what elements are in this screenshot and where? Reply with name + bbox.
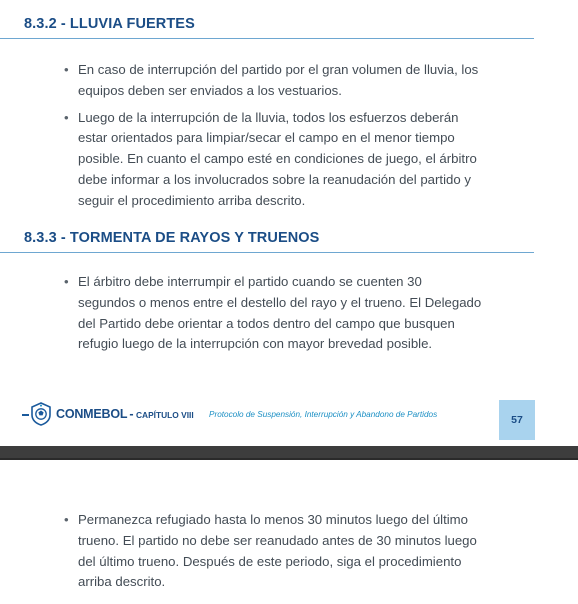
conmebol-shield-icon [30,402,52,426]
section-title-heavy-rain: 8.3.2 - LLUVIA FUERTES [24,16,195,32]
bullet-icon: • [64,512,69,527]
page-separator [0,446,578,460]
list-item [62,108,542,212]
bullet-line: segundos o menos entre el destello del rayo y el trueno. El Delegado [78,294,482,310]
bullet-line: arriba descrito. [78,574,166,590]
bullet-line: refugio luego de la interrupción con mayor brevedad posible. [78,336,433,352]
bullet-line: trueno. El partido no debe ser reanudado antes de 30 minutos luego [78,532,477,548]
list-item [62,510,542,593]
page-number: 57 [511,414,523,426]
bullet-line: del último trueno. Después de este periodo, siga el procedimiento [78,553,462,569]
conmebol-logo [18,402,138,428]
list-item [62,60,542,102]
bullet-line: debe informar a los involucrados sobre la reanudación del partido y [78,171,471,187]
page-footer [0,396,578,440]
section-title-lightning-storm: 8.3.3 - TORMENTA DE RAYOS Y TRUENOS [24,230,320,246]
bullet-list-heavy-rain [62,60,542,218]
bullet-line: Luego de la interrupción de la lluvia, todos los esfuerzos deberán [78,109,459,125]
logo-dash [22,414,29,416]
bullet-icon: • [64,274,69,289]
bullet-line: estar orientados para limpiar/secar el campo en el menor tiempo [78,130,455,146]
section-rule [0,252,534,253]
bullet-list-continued [62,510,542,599]
bullet-line: seguir el procedimiento arriba descrito. [78,192,306,208]
bullet-line: del Partido debe orientar a todos dentro del campo que busquen [78,315,455,331]
bullet-list-lightning-storm [62,272,542,361]
bullet-line: Permanezca refugiado hasta lo menos 30 minutos luego del último [78,512,468,527]
document-page-next [0,460,578,604]
bullet-line: posible. En cuanto el campo esté en condiciones de juego, el árbitro [78,151,477,167]
bullet-icon: • [64,62,69,77]
bullet-line: En caso de interrupción del partido por el gran volumen de lluvia, los [78,62,479,77]
bullet-line: equipos deben ser enviados a los vestuarios. [78,82,342,98]
page-number-box [499,400,535,440]
section-rule [0,38,534,39]
chapter-label: CAPÍTULO VIII [136,410,194,420]
protocol-title: Protocolo de Suspensión, Interrupción y Abandono de Partidos [209,410,438,419]
bullet-line: El árbitro debe interrumpir el partido cuando se cuenten 30 [78,274,422,289]
list-item [62,272,542,355]
brand-name: CONMEBOL - [56,407,134,421]
bullet-icon: • [64,109,69,125]
